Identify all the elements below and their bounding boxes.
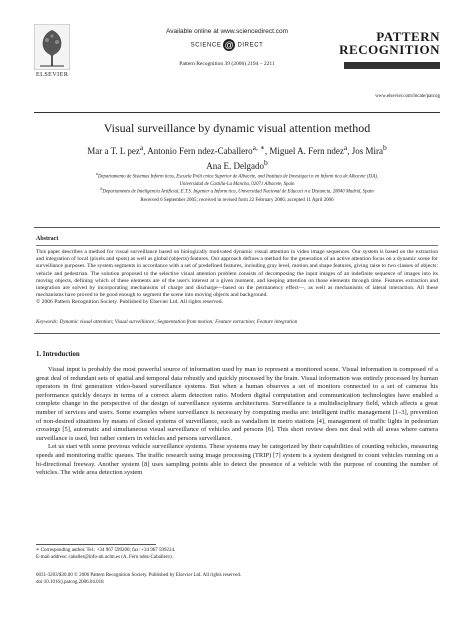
sciencedirect-at-icon: @: [224, 40, 235, 50]
doi-line[interactable]: doi:10.1016/j.patcog.2006.04.018: [36, 580, 104, 585]
keywords: Keywords: Dynamic visual attention; Visual surveillance; Segmentation from motion; Feature extraction; Feature integration: [36, 319, 298, 325]
intro-paragraph-2: Let us start with some previous vehicle surveillance systems. These systems may be categorized by their capabilities of counting vehicles, measuring speeds and monitoring traffic queues. The traffic research using image processing (TRIP) [7] system is a system designed to count vehicles running on a bi-directional freeway. Another system [8] uses sampling points able to detect the presence of a vehicle with the purpose of counting the number of vehicles. The wide area detection system: [36, 443, 438, 477]
abstract-heading: Abstract: [36, 236, 59, 242]
journal-title-line2: RECOGNITION: [339, 42, 440, 57]
abstract-text: This paper describes a method for visual surveillance based on biologically motivated dynamic visual attention in video image sequences. Our system is based on the extraction and integration of local (pixels and spots) as well as global (objects) features. Our approach defines a method for the generation of an active attention focus on a dynamic scene for surveillance purposes. The system segments in accordance with a set of predefined features, including gray level, motion and shape features, giving raise to two classes of objects: vehicle and pedestrian. The solution proposed to the selective visual attention problem consists of decomposing the input images of an indefinite sequence of images into its moving objects, defining which of these elements are of the user's interest at a given moment, and keeping attention on those elements through time. Features extraction and integration are solved by incorporating mechanisms of charge and discharge—based on the permanency effect—, as well as mechanisms of lateral interaction. All these mechanisms have proved to be good enough to segment the scene into moving objects and background.: [36, 249, 438, 299]
affiliation-a: $^a$Departamento de Sistemas Inform ticos, Escuela Polit cnica Superior de Albacete, and Instituto de Investigaci n en Inform tica de Albacete (I3A), Universidad de Castilla-La Mancha, 02071 Albacete, Spain: [95, 171, 379, 187]
issn-line: 0031-3203/$30.00 © 2006 Pattern Recognition Society. Published by Elsevier Ltd. All rights reserved.: [36, 573, 242, 578]
author-4-sup: b: [382, 143, 387, 152]
abstract-bottom-rule: [34, 333, 440, 334]
publisher-name: ELSEVIER: [36, 72, 69, 78]
intro-paragraph-1: Visual input is probably the most powerful source of information used by man to represent a monitored scene. Visual information is composed of a great deal of redundant sets of spatial and temporal data robustly and quickly processed by the brain. Visual information was entirely processed by human operators in first generation video-based surveillance systems. But when a human observes a set of monitors connected to a set of cameras his performance quickly decays in terms of a correct alarm detection ratio. Modern digital computation and communication technologies have enabled a complete change in the perspective of the design of surveillance systems architectures. Surveillance is a multidisciplinary field, which affects a great number of services and users. Some examples where surveillance is necessary by computing media are: intelligent traffic management [1–3], prevention of non-desired situations by means of closed systems of surveillance, such as vandalism in metro stations [4], management of traffic lights in pedestrian crossings [5], automatic and simultaneous visual surveillance of vehicles and persons [6]. This short review does not deal with all areas where camera surveillance is used, but rather centers in vehicles and persons surveillance.: [36, 366, 438, 442]
sciencedirect-right: DIRECT: [237, 42, 264, 49]
abstract-copyright: © 2006 Pattern Recognition Society. Published by Elsevier Ltd. All rights reserved.: [36, 299, 223, 306]
center-header: [120, 28, 334, 67]
section-heading-introduction: 1. Introduction: [36, 351, 80, 358]
author-3-sup: a: [343, 143, 348, 152]
elsevier-tree-logo: [34, 24, 70, 70]
corresponding-author-note: ∗ Corresponding author. Tel.: +34 967 599200; fax: +34 967 599224.: [36, 548, 176, 553]
journal-reference: Pattern Recognition 39 (2006) 2194 – 2211: [179, 61, 275, 67]
email-address-note[interactable]: E-mail address: caballer@info-ab.uclm.es (A. Fern ndez-Caballero).: [36, 555, 173, 560]
author-2: , Antonio Fern ndez-Caballero: [143, 146, 253, 156]
affiliation-a-line1: Departamento de Sistemas Inform ticos, Escuela Polit cnica Superior de Albacete, and Instituto de Investigaci n en Inform tica de Albacete (I3A),: [97, 174, 379, 180]
journal-header: [34, 24, 440, 106]
author-3: , Miguel A. Fern ndez: [264, 146, 344, 156]
journal-title-bar: [344, 62, 440, 69]
paper-title: Visual surveillance by dynamic visual attention method: [103, 121, 371, 135]
author-list: [54, 142, 420, 172]
affiliation-b: $^b$Departamento de Inteligencia Artificial, E.T.S. Ingenier a Inform tica, Universidad Nacional de Educaci n a Distancia, 28040 Madrid, Spain: [100, 186, 374, 195]
journal-url[interactable]: www.elsevier.com/locate/patcog: [375, 94, 440, 99]
author-4: , Jos Mira: [347, 146, 383, 156]
footnote-rule: [36, 544, 156, 545]
author-2-sup: a, ∗: [252, 143, 265, 152]
journal-title: [330, 30, 440, 56]
header-rule: [34, 112, 440, 113]
sciencedirect-left: SCIENCE: [190, 42, 222, 49]
sciencedirect-logo: [120, 39, 334, 51]
abstract-body: [36, 249, 438, 307]
abstract-heading-rule: [36, 245, 438, 246]
issn-block: [36, 572, 438, 586]
footnote: [36, 547, 438, 561]
affiliation-a-line2: Universidad de Castilla-La Mancha, 02071 Albacete, Spain: [179, 181, 295, 187]
journal-title-line1: PATTERN: [376, 29, 440, 44]
author-5-sup: b: [263, 158, 268, 167]
affiliation-b-text: Departamento de Inteligencia Artificial, E.T.S. Ingenier a Inform tica, Universidad Nacional de Educaci n a Distancia, 28040 Madrid, Spain: [102, 189, 374, 195]
author-1-sup: a: [139, 143, 144, 152]
author-5: Ana E. Delgado: [206, 161, 264, 171]
introduction-body: [36, 366, 438, 478]
received-dates: Received 6 September 2005; received in revised form 22 February 2006; accepted 11 April 2006: [140, 198, 334, 203]
available-online-text[interactable]: Available online at www.sciencedirect.com: [166, 28, 288, 35]
author-1: Mar a T. L pez: [87, 146, 140, 156]
abstract-top-rule: [34, 227, 440, 228]
